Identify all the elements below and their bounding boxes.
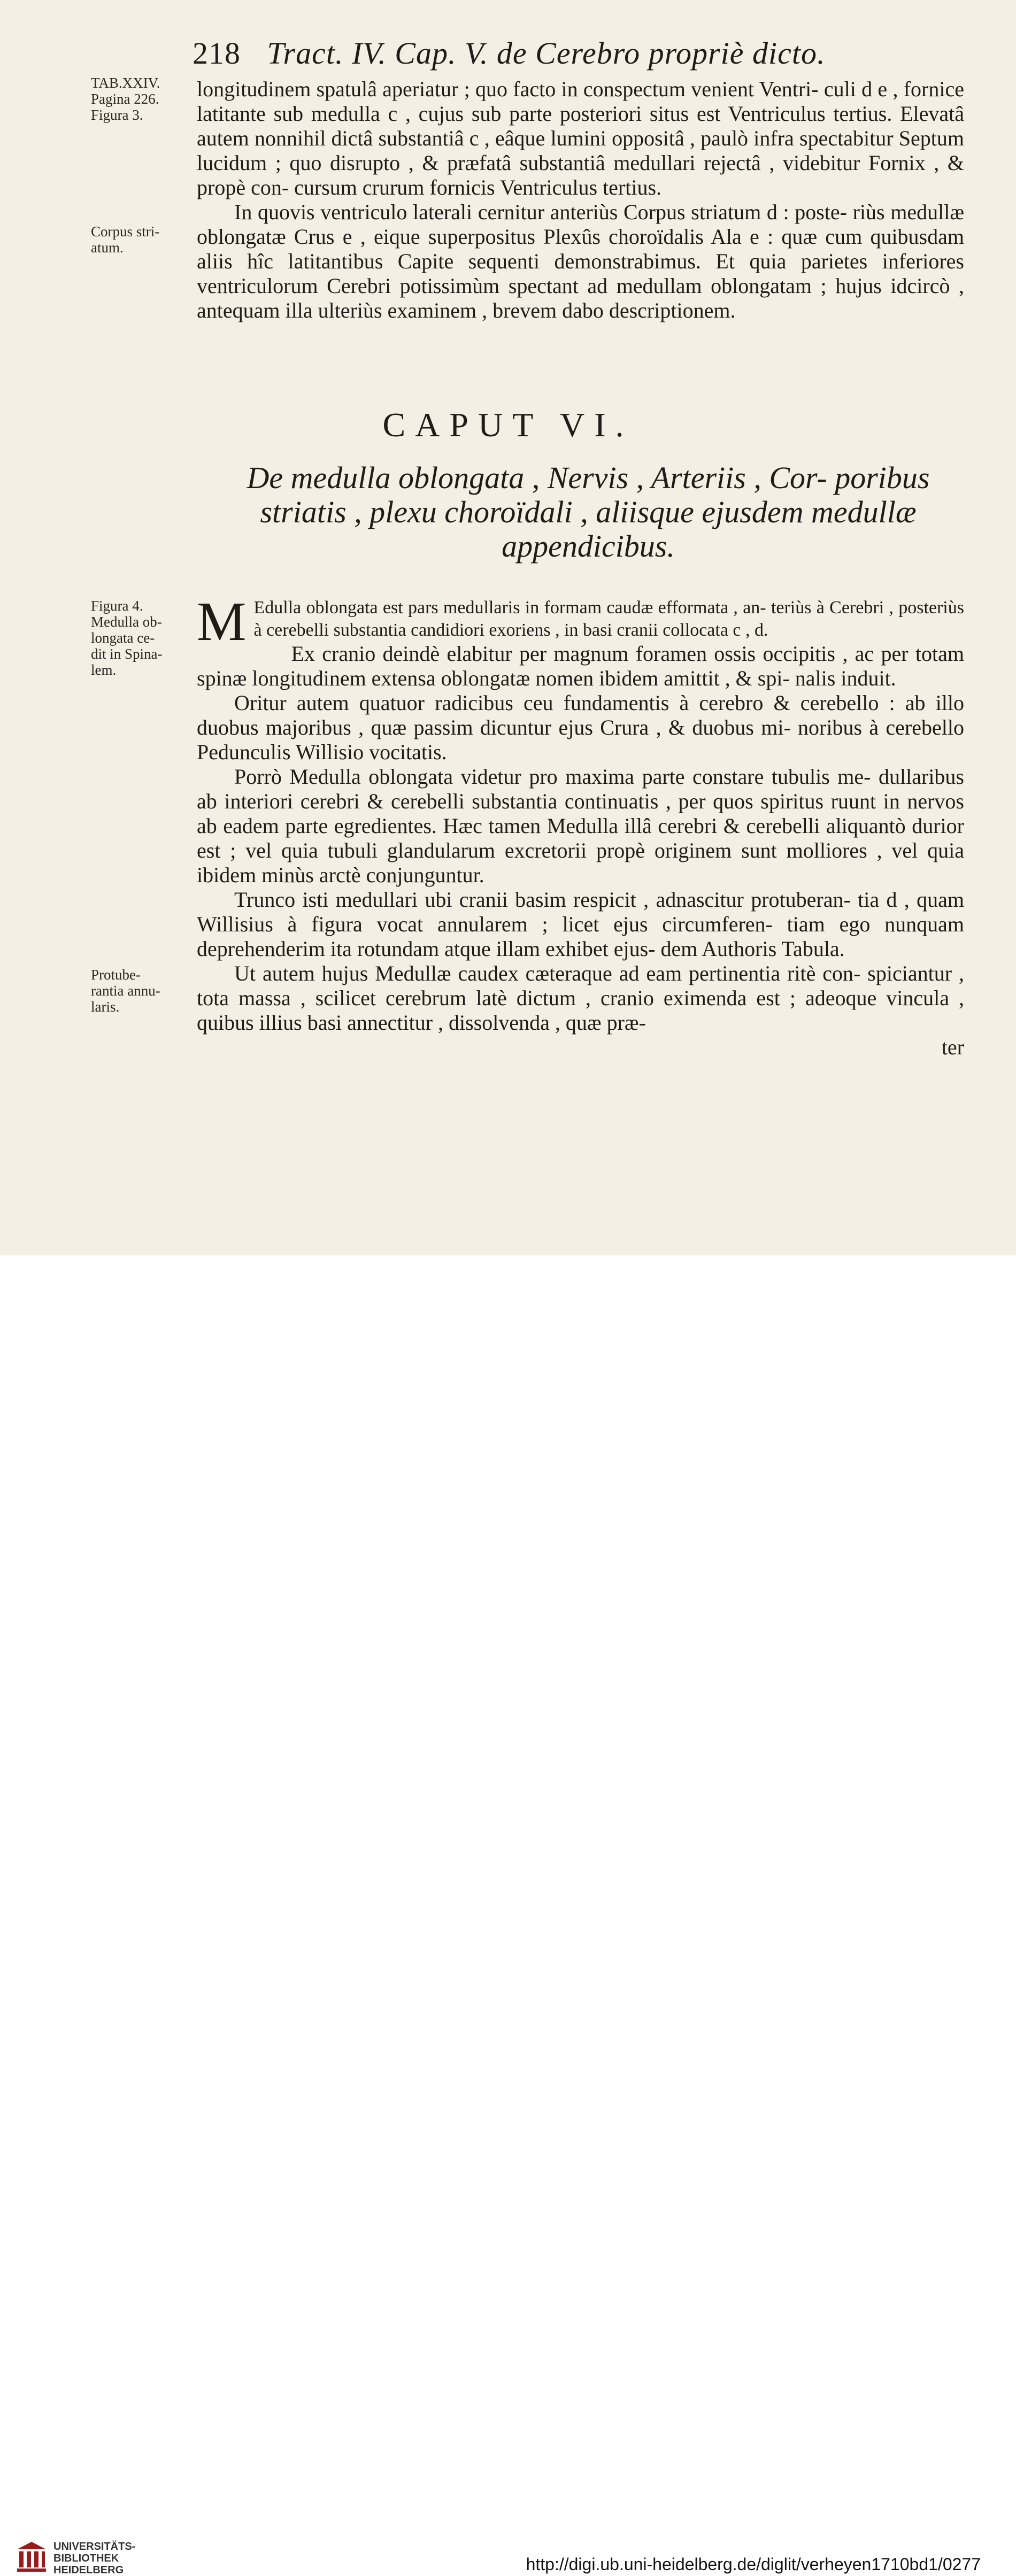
text-block-top: [197, 77, 964, 323]
paragraph: In quovis ventriculo laterali cernitur anteriùs Corpus striatum d : poste- riùs medullæ oblongatæ Crus e , eique superpositus Plexûs choroïdalis Ala e : quæ cum quibusdam aliis hîc latitantibus Capite sequenti demonstrabimus. Et quia parietes inferiores ventriculorum Cerebri potissimùm spectant ad medullam oblongatam ; hujus idcircò , antequam illa ulteriùs examinem , brevem dabo descriptionem.: [197, 200, 964, 322]
margin-line: Figura 3.: [91, 107, 143, 123]
margin-line: laris.: [91, 999, 120, 1015]
paragraph: Ex cranio deindè elabitur per magnum foramen ossis occipitis , ac per totam spinæ longitudinem extensa oblongatæ nomen ibidem amittit , & spi- nalis induit.: [197, 642, 964, 690]
margin-line: lem.: [91, 662, 117, 678]
paragraph: Trunco isti medullari ubi cranii basim respicit , adnascitur protuberan- tia d , quam Willisius à figura vocat annularem ; licet ejus circumferen- tiam ego nunquam deprehenderim ita rotundam atque illam exhibet ejus- dem Authoris Tabula.: [197, 888, 964, 961]
paragraph: Ut autem hujus Medullæ caudex cæteraque ad eam pertinentia ritè con- spiciantur , tota massa , scilicet cerebrum latè dictum , cranio eximenda est ; adeoque vincula , quibus illius basi annectitur , dissolvenda , quæ præ-: [197, 961, 964, 1035]
source-url-link[interactable]: http://digi.ub.uni-heidelberg.de/diglit/verheyen1710bd1/0277: [526, 2555, 981, 2574]
first-paragraph-text: Edulla oblongata est pars medullaris in formam caudæ efformata , an- teriùs à Cerebri , posteriùs à cerebelli substantia candidiori exoriens , in basi cranii collocata c , d.: [253, 598, 964, 640]
text-block-chapter: [197, 591, 964, 1060]
footer-bar: [0, 1255, 1016, 2576]
library-name: [53, 2541, 135, 2576]
margin-note-protuberantia: [91, 967, 198, 1015]
paragraph: longitudinem spatulâ aperiatur ; quo facto in conspectum venient Ventri- culi d e , fornice latitante sub medulla c , cujus sub parte posteriori situs est Ventriculus tertius. Elevatâ autem nonnihil dictâ substantiâ c , eâque lumini oppositâ , paulò infra spectabitur Septum lucidum ; quo disrupto , & præfatâ substantiâ medullari rejectâ , videbitur Fornix , & propè con- cursum crurum fornicis Ventriculus tertius.: [197, 77, 964, 199]
library-name-line: BIBLIOTHEK: [53, 2552, 119, 2564]
margin-line: Protube-: [91, 967, 141, 983]
university-logo-icon: [16, 2541, 47, 2573]
margin-line: Medulla ob-: [91, 614, 162, 630]
paragraph: Oritur autem quatuor radicibus ceu fundamentis à cerebro & cerebello : ab illo duobus majoribus , quæ passim dicuntur ejus Crura , & duobus mi- noribus à cerebello Pedunculis Willisio vocitatis.: [197, 691, 964, 764]
library-name-line: HEIDELBERG: [53, 2564, 124, 2576]
paragraph: Porrò Medulla oblongata videtur pro maxima parte constare tubulis me- dullaribus ab interiori cerebri & cerebelli substantia continuatis , per quos spiritus ruunt in nervos ab eadem parte egredientes. Hæc tamen Medulla illâ cerebri & cerebelli aliquantò durior est ; vel quia tubuli glandularum excretorii propè originem sunt molliores , vel quia ibidem minùs arctè conjunguntur.: [197, 765, 964, 887]
chapter-subtitle: De medulla oblongata , Nervis , Arteriis , Cor- poribus striatis , plexu choroïdali , aliisque ejusdem medullæ appendicibus.: [247, 460, 930, 564]
page-number: 218: [193, 36, 241, 71]
library-name-line: UNIVERSITÄTS-: [53, 2541, 136, 2552]
margin-line: Pagina 226.: [91, 91, 159, 107]
margin-line: TAB.XXIV.: [91, 75, 160, 91]
margin-line: Corpus stri-: [91, 223, 160, 240]
chapter-heading: CAPUT VI.: [382, 406, 634, 444]
margin-line: Figura 4.: [91, 598, 143, 614]
running-title: Tract. IV. Cap. V. de Cerebro propriè dicto.: [267, 36, 826, 71]
margin-note-tab-ref: [91, 75, 198, 123]
book-page: [0, 0, 1016, 1255]
margin-line: rantia annu-: [91, 983, 160, 999]
catchword: ter: [941, 1035, 964, 1059]
margin-note-figura4: [91, 598, 198, 678]
first-paragraph: [197, 591, 964, 652]
margin-line: atum.: [91, 240, 124, 256]
page-header: [193, 35, 941, 71]
margin-note-corpus-striatum: [91, 223, 198, 256]
drop-cap: M: [197, 591, 247, 652]
margin-line: dit in Spina-: [91, 646, 163, 662]
margin-line: longata ce-: [91, 630, 155, 646]
